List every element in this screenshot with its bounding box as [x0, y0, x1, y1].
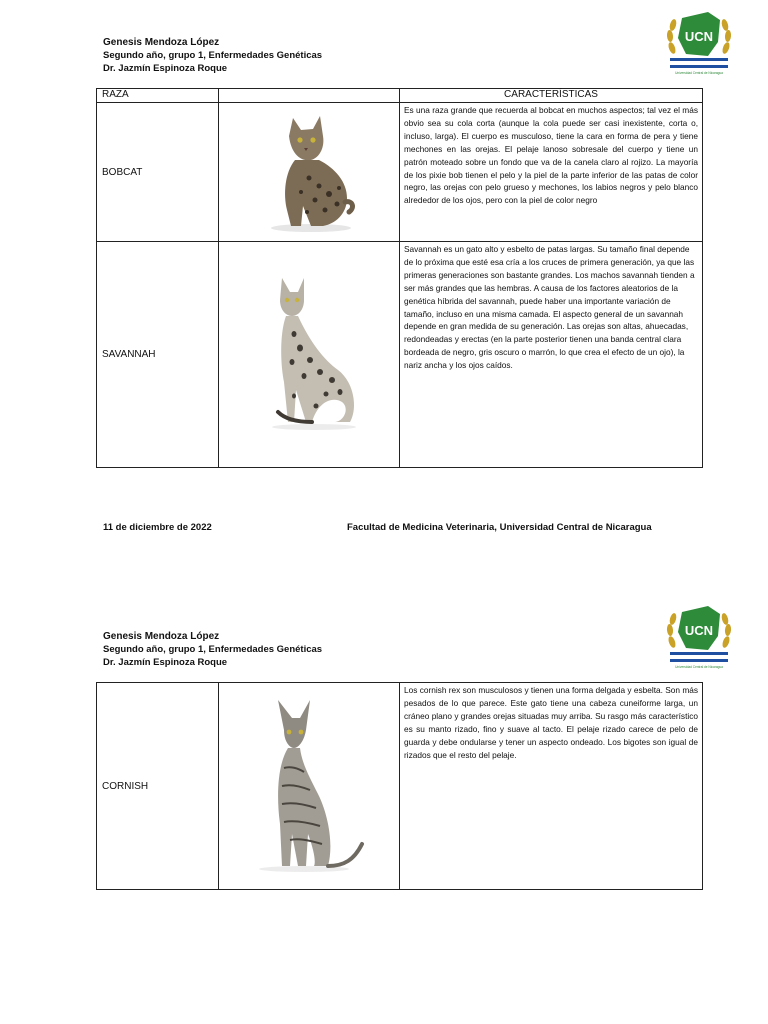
breed-name: BOBCAT [97, 103, 219, 242]
column-header-image [219, 89, 400, 103]
breed-name: SAVANNAH [97, 242, 219, 468]
breed-name: CORNISH [97, 683, 219, 890]
ucn-logo [664, 602, 734, 672]
page-header-2 [103, 630, 322, 669]
column-header-caracteristicas: CARACTERÍSTICAS [400, 89, 703, 103]
author-name: Genesis Mendoza López [103, 631, 220, 642]
teacher-name: Dr. Jazmín Espinoza Roque [103, 657, 228, 668]
table-row [97, 103, 703, 242]
breed-description: Savannah es un gato alto y esbelto de patas largas. Su tamaño final depende de lo próxima que esté esa cría a los cruces de primera generación, ya que las primeras generaciones son bastante grandes. Los machos savannah tienden a ser más grandes que las hembras. A causa de los factores aleatorios de la genética híbrida del savannah, puede haber una importante variación de tamaño, incluso en una misma camada. El aspecto general de un savannah depende en gran medida de su generación. Las orejas son altas, ahuecadas, redondeadas y erectas (en la parte posterior tienen una banda central clara bordeada de negro, gris oscuro o marrón, lo que crea el efecto de un ojo), la nariz ancha y los ojos caídos. [400, 242, 703, 468]
footer-date: 11 de diciembre de 2022 [103, 522, 212, 533]
course-info: Segundo año, grupo 1, Enfermedades Genéticas [103, 50, 323, 61]
savannah-cat-image [219, 242, 400, 468]
breed-description: Es una raza grande que recuerda al bobcat en muchos aspectos; tal vez el más obvio sea su cola corta (aunque la cola puede ser casi inexistente, corta o, incluso, larga). El cuerpo es musculoso, tiene la cara en forma de pera y tiene mechones en las orejas. El pelaje lanoso sobresale del cuerpo y tiene un patrón moteado sobre un fondo que va de la canela claro al rojizo. La mayoría de los pixie bob tienen el pelo y la piel de la parte inferior de las patas de color negro, las orejas con pelo grueso y mechones, los labios negros y pelo blanco alrededor de los ojos, pero con la piel de color negro [400, 103, 703, 242]
logo-caption: Universidad Central de Nicaragua [675, 71, 723, 75]
breed-description: Los cornish rex son musculosos y tienen una forma delgada y esbelta. Son más pesados de lo que parece. Este gato tiene una cabeza cuneiforme larga, un cráneo plano y grandes orejas situadas muy arriba. Su rasgo más característico es su manto rizado, fino y suave al tacto. El pelaje rizado carece de pelo de guarda y debe ondularse y tener un aspecto ondeado. Los bigotes son igual de rizados que el resto del pelaje. [400, 683, 703, 890]
cornish-cat-image [219, 683, 400, 890]
breeds-table-2 [96, 682, 703, 890]
footer-institution: Facultad de Medicina Veterinaria, Universidad Central de Nicaragua [347, 522, 652, 533]
logo-caption: Universidad Central de Nicaragua [675, 665, 723, 669]
course-info: Segundo año, grupo 1, Enfermedades Genéticas [103, 644, 323, 655]
breeds-table-1 [96, 88, 703, 468]
logo-text: UCN [684, 29, 714, 44]
author-name: Genesis Mendoza López [103, 37, 220, 48]
logo-text: UCN [684, 623, 714, 638]
table-header-row [97, 89, 703, 103]
table-row [97, 683, 703, 890]
ucn-logo [664, 8, 734, 78]
column-header-raza: RAZA [97, 89, 219, 103]
page-header-1 [103, 36, 322, 75]
table-row [97, 242, 703, 468]
teacher-name: Dr. Jazmín Espinoza Roque [103, 63, 228, 74]
bobcat-cat-image [219, 103, 400, 242]
